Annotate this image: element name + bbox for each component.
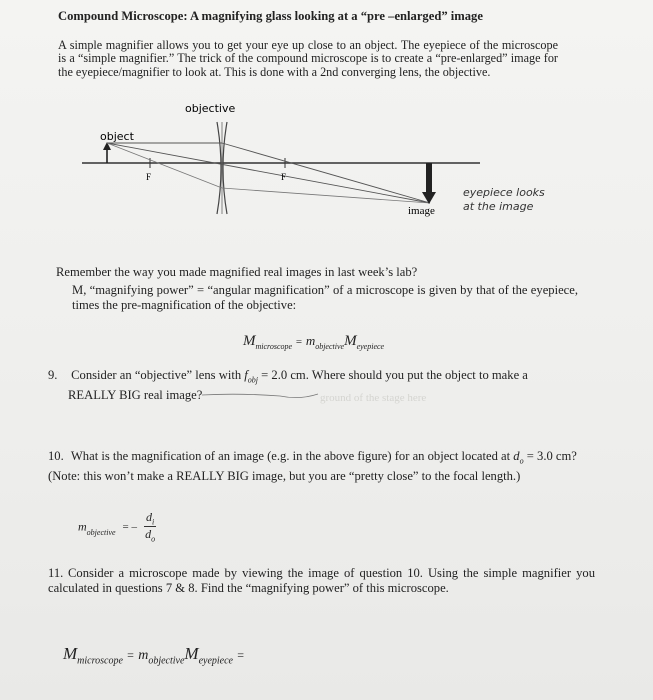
ray-focal — [107, 143, 222, 188]
q10-line1: What is the magnification of an image (e.g. in the above figure) for an object located at — [70, 449, 511, 463]
image-arrow — [426, 163, 432, 195]
formula2-eq: = – — [122, 520, 138, 533]
formula3-eq: = — [127, 648, 134, 662]
focal-label-left: F — [146, 172, 152, 182]
formula3-m: m — [138, 648, 149, 663]
formula2-numerator: $d_i$ — [146, 510, 155, 527]
q9-text-a: Consider an “objective” lens with — [71, 368, 242, 382]
formula1-M: M — [243, 333, 256, 349]
formula-microscope-final — [63, 644, 244, 666]
objective-label: objective — [185, 102, 236, 115]
q9-number: 9. — [48, 368, 58, 382]
formula3-M2: M — [184, 644, 199, 663]
q9-line2: REALLY BIG real image? — [68, 388, 203, 403]
object-label: object — [100, 130, 134, 143]
ray-center — [107, 143, 430, 203]
q11-text: Consider a microscope made by viewing the image of question 10. Using the simple magnifier you calculated in questions 7 & 8. Find the “magnifying power” of this microscope. — [48, 566, 595, 595]
q10-d-sub: o — [519, 456, 524, 466]
formula-microscope-magnification — [243, 333, 384, 351]
formula2-m: m — [78, 519, 87, 534]
question-10 — [48, 449, 578, 484]
q9-underline — [200, 390, 320, 404]
objective-lens-right — [223, 122, 227, 214]
formula3-M-sub: microscope — [77, 655, 123, 667]
formula2-m-sub: objective — [86, 527, 116, 537]
q11-number: 11. — [48, 566, 64, 580]
formula1-m: m — [305, 333, 316, 348]
formula1-eq: = — [295, 336, 303, 348]
formula2-fraction — [144, 510, 156, 544]
magnification-paragraph: M, “magnifying power” = “angular magnification” of a microscope is given by that of the eyepiece, times the pre-magnification of the objective: — [72, 283, 578, 312]
formula1-m-sub: objective — [315, 342, 345, 351]
q10-rest: 3.0 cm? (Note: this won’t make a REALLY BIG image, but you are “pretty close” to the focal length.) — [48, 449, 577, 484]
formula3-tail: = — [237, 648, 245, 662]
intro-paragraph: A simple magnifier allows you to get your eye up close to an object. The eyepiece of the microscope is a “simple magnifier.” The trick of the compound microscope is to create a “pre-enlarged” image for the eyepiece/magnifier to look at. This is done with a 2nd converging lens, the objective. — [58, 38, 558, 79]
q9-ghost-text: ground of the stage here — [320, 392, 427, 404]
formula3-m-sub: objective — [148, 655, 185, 667]
q9-text-b: = 2.0 cm. Where should you put the object to make a — [261, 368, 528, 382]
question-11 — [48, 566, 595, 595]
formula-objective-magnification — [78, 510, 156, 544]
ray-refracted — [222, 143, 430, 203]
formula1-M2: M — [344, 333, 357, 349]
objective-lens-left — [217, 122, 221, 214]
formula1-M-sub: microscope — [255, 342, 293, 351]
formula1-M2-sub: eyepiece — [356, 342, 385, 351]
q9-f-sub: obj — [247, 375, 259, 385]
formula3-M: M — [63, 644, 78, 663]
ray-focal-out — [222, 188, 430, 203]
formula3-M2-sub: eyepiece — [198, 655, 233, 667]
eyepiece-note-2: at the image — [463, 200, 534, 213]
focal-label-right: F — [281, 172, 287, 182]
page-title: Compound Microscope: A magnifying glass looking at a “pre –enlarged” image — [58, 9, 483, 23]
q10-number: 10. — [48, 449, 64, 463]
ray-diagram — [60, 100, 580, 225]
image-label: image — [408, 205, 435, 217]
q10-d: d — [513, 449, 520, 463]
remember-line: Remember the way you made magnified real images in last week’s lab? — [56, 265, 418, 279]
q10-eq: = — [526, 449, 534, 463]
q9-f: f — [244, 368, 248, 382]
formula2-denominator: $d_o$ — [145, 527, 156, 544]
eyepiece-note-1: eyepiece looks — [463, 186, 545, 199]
